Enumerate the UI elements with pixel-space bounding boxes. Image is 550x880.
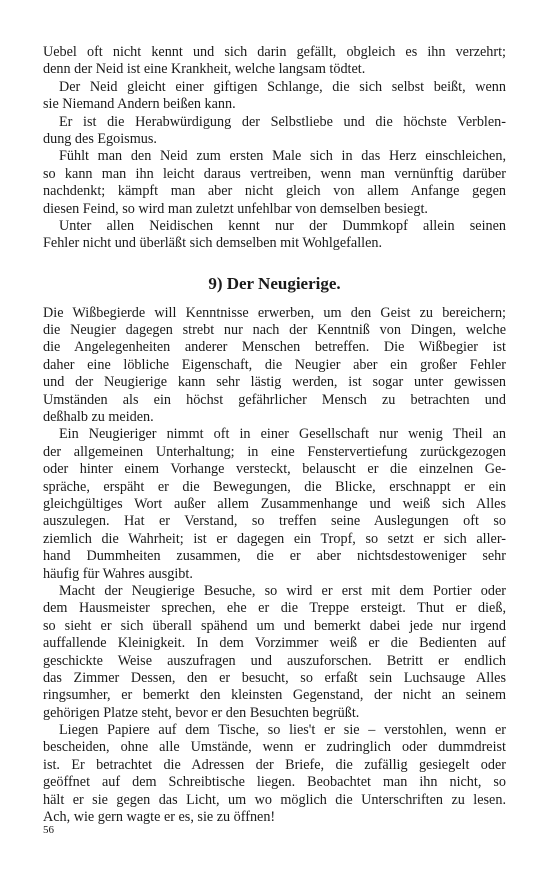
text-line: hand Dummheiten zusammen, die er aber nichtsdestoweniger sehr: [43, 548, 506, 565]
text-line: auszulegen. Hat er Verstand, so treffen seine Auslegungen oft so: [43, 513, 506, 530]
page-number: 56: [43, 824, 54, 836]
text-line: dung des Egoismus.: [43, 130, 157, 147]
text-line: Ach, wie gern wagte er es, sie zu öffnen!: [43, 809, 276, 826]
text-line: und der Neugierige kann sehr lästig werden, ist sogar unter gewissen: [43, 374, 506, 391]
text-line: bescheiden, ohne alle Umstände, wenn er zudringlich oder dummdreist: [43, 739, 506, 756]
text-line: ringsumher, er bemerkt den kleinsten Gegenstand, der nicht an seinem: [43, 687, 506, 704]
text-line: ziemlich die Wahrheit; ist er dagegen ein Tropf, so setzt er sich aller-: [43, 530, 506, 547]
text-line: Der Neid gleicht einer giftigen Schlange, die sich selbst beißt, wenn: [59, 78, 506, 95]
text-line: Ein Neugieriger nimmt oft in einer Gesellschaft nur wenig Theil an: [59, 426, 506, 443]
text-line: auffallende Kleinigkeit. In dem Vorzimmer weiß er die Bedienten auf: [43, 635, 506, 652]
text-line: sie Niemand Andern beißen kann.: [43, 96, 236, 113]
text-line: die Neugier dagegen strebt nur nach der Kenntniß von Dingen, welche: [43, 322, 506, 339]
text-line: geöffnet auf dem Schreibtische liegen. Beobachtet man ihn nicht, so: [43, 774, 506, 791]
text-line: Unter allen Neidischen kennt nur der Dummkopf allein seinen: [59, 217, 506, 234]
text-line: Macht der Neugierige Besuche, so wird er erst mit dem Portier oder: [59, 582, 506, 599]
text-line: spräche, erspäht er die Bewegungen, die Blicke, erschnappt er ein: [43, 478, 506, 495]
text-line: nachdenkt; kämpft man aber nicht gleich von allem Anfange gegen: [43, 183, 506, 200]
text-block-neid: [43, 44, 506, 253]
text-line: dem Hausmeister sprechen, ehe er die Treppe ersteigt. Thut er dieß,: [43, 600, 506, 617]
text-line: denn der Neid ist eine Krankheit, welche langsam tödtet.: [43, 61, 366, 78]
page-content: [43, 44, 506, 826]
section-heading: 9) Der Neugierige.: [208, 273, 341, 293]
text-block-neugierige: [43, 305, 506, 827]
text-line: so kann man ihn leicht daraus vertreiben, wenn man vernünftig darüber: [43, 165, 506, 182]
text-line: daher eine löbliche Eigenschaft, die Neugier aber ein großer Fehler: [43, 356, 506, 373]
text-line: hält er sie gegen das Licht, um wo möglich die Unterschriften zu lesen.: [43, 791, 506, 808]
text-line: gehörigen Platze steht, bevor er den Besuchten begrüßt.: [43, 704, 360, 721]
text-line: der allgemeinen Unterhaltung; in eine Fenstervertiefung zurückgezogen: [43, 443, 506, 460]
text-line: oder hinter einem Vorhange versteckt, belauscht er die einzelnen Ge-: [43, 461, 506, 478]
text-line: Er ist die Herabwürdigung der Selbstliebe und die höchste Verblen-: [59, 113, 506, 130]
text-line: Uebel oft nicht kennt und sich darin gefällt, obgleich es ihn verzehrt;: [43, 44, 506, 60]
text-line: deßhalb zu meiden.: [43, 409, 154, 426]
text-line: gleichgültiges Wort außer allem Zusammenhange und weiß sich Alles: [43, 495, 506, 512]
text-line: geschickte Weise auszufragen und auszuforschen. Betritt er endlich: [43, 652, 506, 669]
text-line: häufig für Wahres ausgibt.: [43, 565, 193, 582]
text-line: ist. Er betrachtet die Adressen der Briefe, die zufällig gesiegelt oder: [43, 756, 506, 773]
text-line: diesen Feind, so wird man zuletzt unfehlbar von demselben besiegt.: [43, 200, 428, 217]
text-line: Die Wißbegierde will Kenntnisse erwerben, um den Geist zu bereichern;: [43, 304, 506, 321]
text-line: so sieht er sich überall spähend um und bemerkt dabei jede nur irgend: [43, 617, 506, 634]
text-line: die Angelegenheiten anderer Menschen betreffen. Die Wißbegier ist: [43, 339, 506, 356]
text-line: Fehler nicht und überläßt sich demselben mit Wohlgefallen.: [43, 235, 383, 252]
text-line: das Zimmer Dessen, den er besucht, so erfaßt sein Luchsauge Alles: [43, 669, 506, 686]
text-line: Liegen Papiere auf dem Tische, so lies't er sie – verstohlen, wenn er: [59, 722, 506, 739]
text-line: Umständen als ein höchst gefährlicher Mensch zu betrachten und: [43, 391, 506, 408]
text-line: Fühlt man den Neid zum ersten Male sich in das Herz einschleichen,: [59, 148, 506, 165]
